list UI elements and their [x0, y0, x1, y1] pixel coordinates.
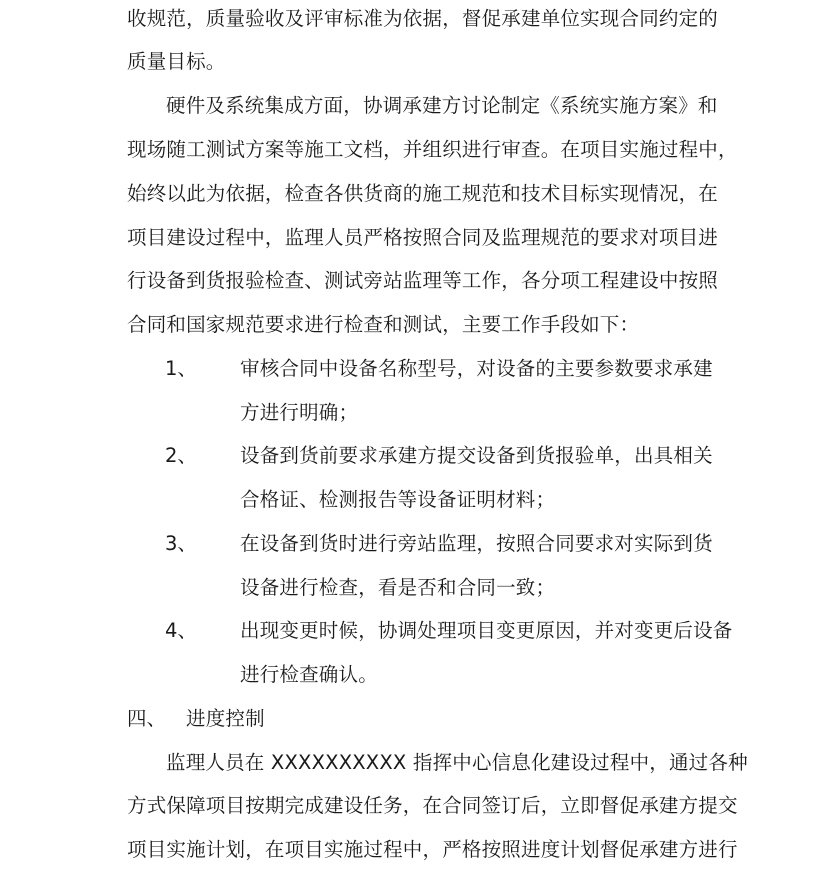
- paragraph-line: 项目建设过程中，监理人员严格按照合同及监理规范的要求对项目进: [127, 226, 719, 249]
- paragraph-line: 质量目标。: [127, 50, 226, 73]
- list-item-line: 设备到货前要求承建方提交设备到货报验单，出具相关: [240, 444, 713, 467]
- list-item-line: 方进行明确；: [240, 401, 359, 424]
- list-item-line: 审核合同中设备名称型号，对设备的主要参数要求承建: [240, 357, 713, 380]
- list-item-number: 3、: [165, 532, 197, 555]
- paragraph-line: 方式保障项目按期完成建设任务，在合同签订后，立即督促承建方提交: [127, 794, 738, 817]
- paragraph-line: 合同和国家规范要求进行检查和测试，主要工作手段如下：: [127, 313, 640, 336]
- list-item-line: 出现变更时候，协调处理项目变更原因，并对变更后设备: [240, 619, 733, 642]
- paragraph-line: 收规范，质量验收及评审标准为依据，督促承建单位实现合同约定的: [127, 7, 719, 30]
- section-title: 进度控制: [186, 707, 265, 730]
- paragraph-line: 硬件及系统集成方面，协调承建方讨论制定《系统实施方案》和: [166, 94, 718, 117]
- paragraph-line: 项目实施计划，在项目实施过程中，严格按照进度计划督促承建方进行: [127, 838, 738, 861]
- list-item-line: 进行检查确认。: [240, 663, 378, 686]
- paragraph-line: 监理人员在 XXXXXXXXXX 指挥中心信息化建设过程中，通过各种: [166, 751, 748, 774]
- list-item-number: 1、: [165, 357, 197, 380]
- paragraph-line: 始终以此为依据，检查各供货商的施工规范和技术目标实现情况，在: [127, 182, 719, 205]
- section-number: 四、: [127, 707, 167, 730]
- list-item-number: 4、: [165, 619, 197, 642]
- list-item-line: 合格证、检测报告等设备证明材料；: [240, 488, 556, 511]
- paragraph-line: 现场随工测试方案等施工文档，并组织进行审查。在项目实施过程中，: [127, 138, 738, 161]
- list-item-line: 设备进行检查，看是否和合同一致；: [240, 576, 556, 599]
- list-item-line: 在设备到货时进行旁站监理，按照合同要求对实际到货: [240, 532, 713, 555]
- list-item-number: 2、: [165, 444, 197, 467]
- paragraph-line: 行设备到货报验检查、测试旁站监理等工作，各分项工程建设中按照: [127, 269, 719, 292]
